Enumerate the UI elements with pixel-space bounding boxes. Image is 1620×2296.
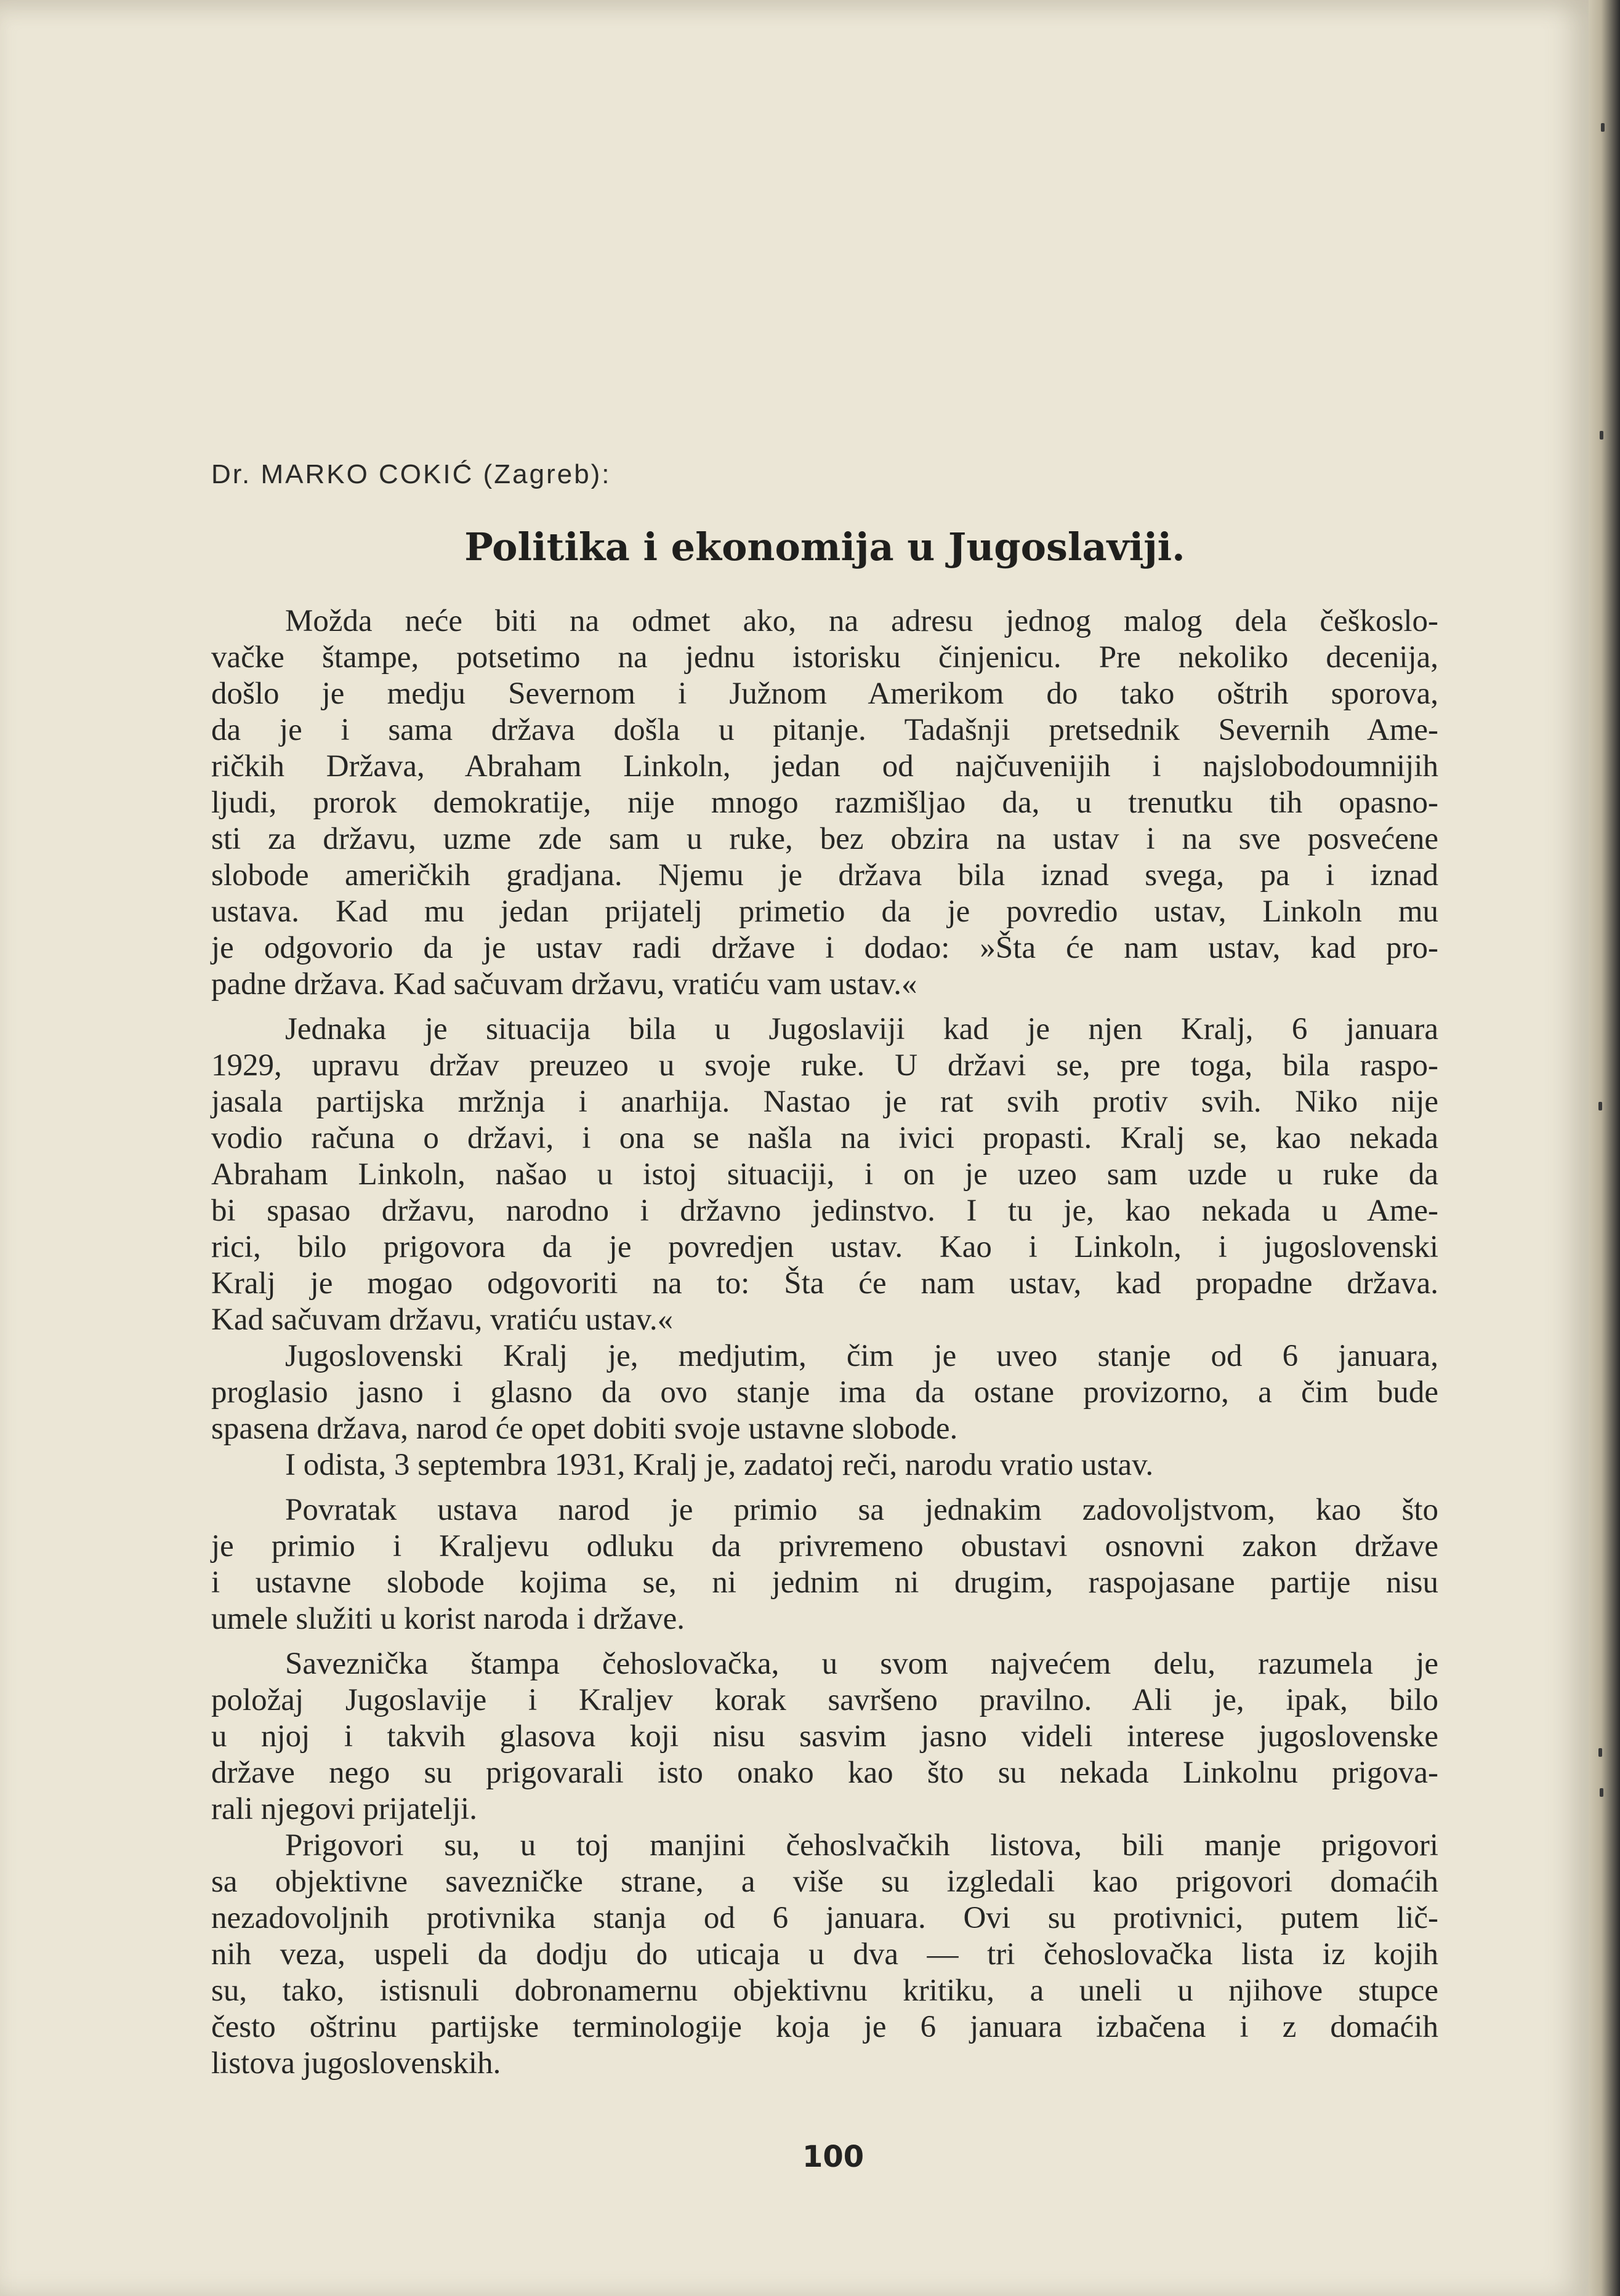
text-line: Povratak ustava narod je primio sa jednakim zadovoljstvom, kao što	[285, 1493, 1438, 1527]
text-line: vodio računa o državi, i ona se našla na ivici propasti. Kralj se, kao nekada	[211, 1121, 1438, 1155]
page-edge	[1589, 0, 1620, 2296]
paragraph-gap	[211, 1003, 1438, 1011]
page-number: 100	[802, 2140, 864, 2174]
text-line: jasala partijska mržnja i anarhija. Nastao je rat svih protiv svih. Niko nije	[211, 1085, 1438, 1119]
text-line: bi spasao državu, narodno i državno jedinstvo. I tu je, kao nekada u Ame-	[211, 1194, 1438, 1228]
text-line: I odista, 3 septembra 1931, Kralj je, zadatoj reči, narodu vratio ustav.	[285, 1448, 1154, 1482]
article-body	[211, 603, 1438, 2082]
text-line: Kad sačuvam državu, vratiću ustav.«	[211, 1303, 674, 1337]
text-line: ričkih Država, Abraham Linkoln, jedan od najčuvenijih i najslobodoumnijih	[211, 749, 1438, 784]
text-line: došlo je medju Severnom i Južnom Amerikom do tako oštrih sporova,	[211, 676, 1438, 711]
paragraph	[211, 1447, 1438, 1483]
text-line: rici, bilo prigovora da je povredjen ustav. Kao i Linkoln, i jugoslovenski	[211, 1230, 1438, 1264]
text-line: Jednaka je situacija bila u Jugoslaviji kad je njen Kralj, 6 januara	[285, 1012, 1438, 1046]
text-line: sa objektivne savezničke strane, a više su izgledali kao prigovori domaćih	[211, 1864, 1438, 1899]
text-line: je odgovorio da je ustav radi države i dodao: »Šta će nam ustav, kad pro-	[211, 931, 1438, 965]
text-line: položaj Jugoslavije i Kraljev korak savršeno pravilno. Ali je, ipak, bilo	[211, 1683, 1438, 1717]
paragraph	[211, 1338, 1438, 1447]
text-line: nezadovoljnih protivnika stanja od 6 januara. Ovi su protivnici, putem lič-	[211, 1901, 1438, 1935]
text-line: i ustavne slobode kojima se, ni jednim ni drugim, raspojasane partije nisu	[211, 1565, 1438, 1600]
text-line: 1929, upravu držav preuzeo u svoje ruke. U državi se, pre toga, bila raspo-	[211, 1048, 1438, 1083]
article-title: Politika i ekonomija u Jugoslaviji.	[464, 524, 1185, 569]
text-line: Saveznička štampa čehoslovačka, u svom najvećem delu, razumela je	[285, 1647, 1438, 1681]
text-line: Abraham Linkoln, našao u istoj situaciji, i on je uzeo sam uzde u ruke da	[211, 1157, 1438, 1192]
text-line: često oštrinu partijske terminologije koja je 6 januara izbačena i z domaćih	[211, 2010, 1438, 2044]
text-line: nih veza, uspeli da dodju do uticaja u dva — tri čehoslovačka lista iz kojih	[211, 1937, 1438, 1972]
paragraph-gap	[211, 1637, 1438, 1646]
author-byline: Dr. MARKO COKIĆ (Zagreb):	[211, 459, 611, 489]
text-line: Možda neće biti na odmet ako, na adresu jednog malog dela češkoslo-	[285, 604, 1438, 638]
paragraph	[211, 1011, 1438, 1338]
paragraph	[211, 603, 1438, 1003]
edge-mark	[1598, 1748, 1602, 1757]
edge-mark	[1601, 123, 1605, 132]
text-line: proglasio jasno i glasno da ovo stanje ima da ostane provizorno, a čim bude	[211, 1375, 1438, 1410]
text-line: rali njegovi prijatelji.	[211, 1792, 477, 1826]
paragraph-gap	[211, 1483, 1438, 1492]
paragraph	[211, 1492, 1438, 1637]
text-line: sti za državu, uzme zde sam u ruke, bez obzira na ustav i na sve posvećene	[211, 822, 1438, 856]
text-line: ljudi, prorok demokratije, nije mnogo razmišljao da, u trenutku tih opasno-	[211, 785, 1438, 820]
paragraph	[211, 1828, 1438, 2082]
text-line: padne država. Kad sačuvam državu, vratiću vam ustav.«	[211, 967, 917, 1001]
edge-mark	[1600, 431, 1603, 440]
text-line: Kralj je mogao odgovoriti na to: Šta će nam ustav, kad propadne država.	[211, 1266, 1438, 1301]
text-line: da je i sama država došla u pitanje. Tadašnji pretsednik Severnih Ame-	[211, 713, 1438, 747]
paragraph	[211, 1646, 1438, 1828]
text-line: u njoj i takvih glasova koji nisu sasvim jasno videli interese jugoslovenske	[211, 1719, 1438, 1754]
edge-mark	[1600, 1788, 1603, 1797]
text-line: ustava. Kad mu jedan prijatelj primetio da je povredio ustav, Linkoln mu	[211, 894, 1438, 929]
text-line: su, tako, istisnuli dobronamernu objektivnu kritiku, a uneli u njihove stupce	[211, 1973, 1438, 2008]
text-line: slobode američkih gradjana. Njemu je država bila iznad svega, pa i iznad	[211, 858, 1438, 893]
text-line: vačke štampe, potsetimo na jednu istorisku činjenicu. Pre nekoliko decenija,	[211, 640, 1438, 675]
text-line: Prigovori su, u toj manjini čehoslvačkih listova, bili manje prigovori	[285, 1828, 1438, 1863]
edge-mark	[1598, 1102, 1602, 1110]
text-line: države nego su prigovarali isto onako kao što su nekada Linkolnu prigova-	[211, 1756, 1438, 1790]
text-line: spasena država, narod će opet dobiti svoje ustavne slobode.	[211, 1411, 958, 1446]
text-line: umele služiti u korist naroda i države.	[211, 1602, 685, 1636]
text-line: Jugoslovenski Kralj je, medjutim, čim je uveo stanje od 6 januara,	[285, 1339, 1438, 1373]
text-line: listova jugoslovenskih.	[211, 2046, 501, 2081]
text-line: je primio i Kraljevu odluku da privremeno obustavi osnovni zakon države	[211, 1529, 1438, 1563]
